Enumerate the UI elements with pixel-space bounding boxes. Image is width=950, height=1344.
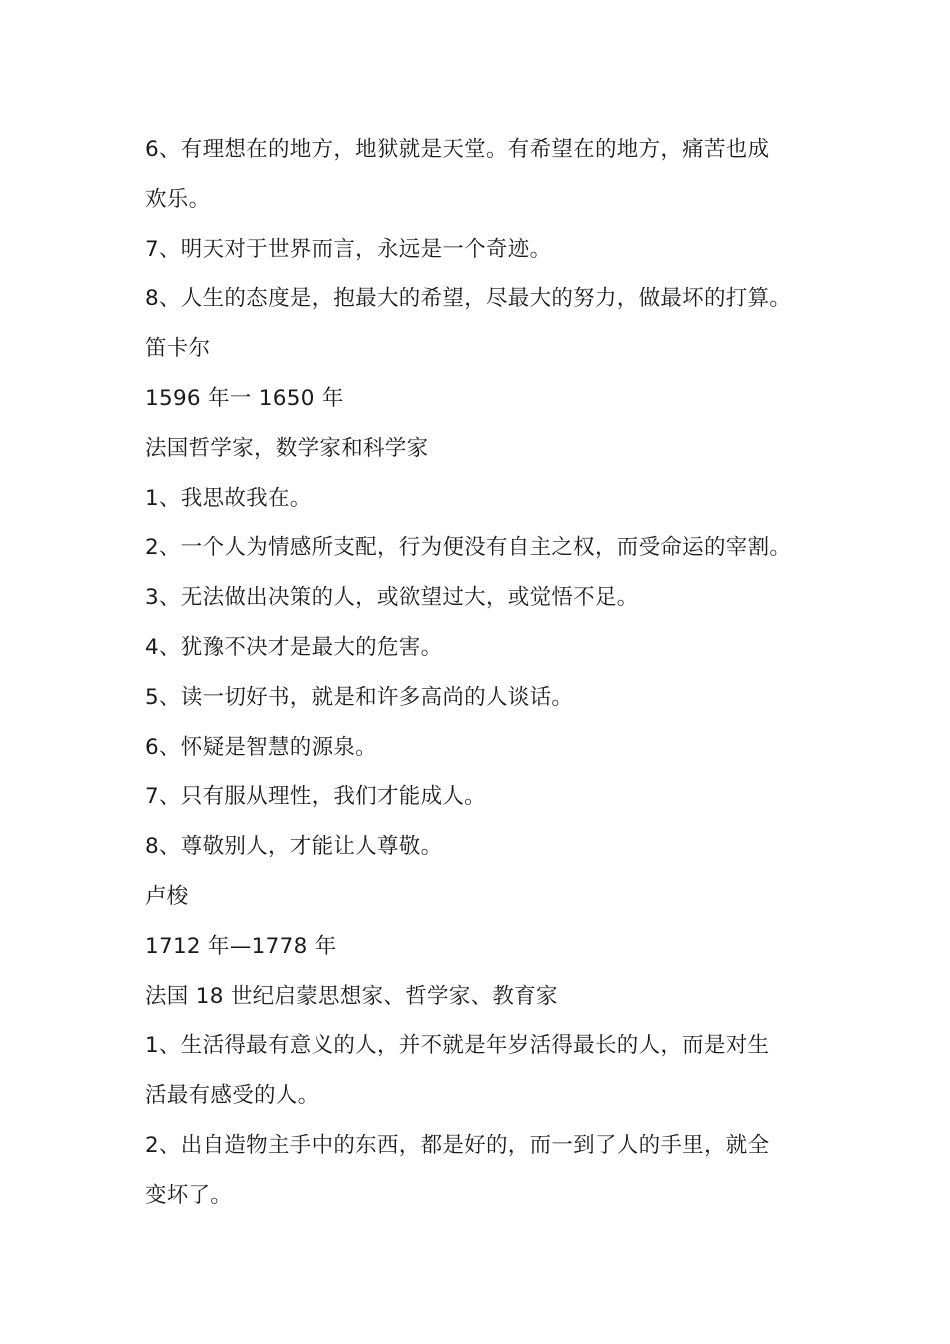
author-description: 法国 18 世纪启蒙思想家、哲学家、教育家 — [145, 983, 558, 1009]
quote-line: 6、有理想在的地方，地狱就是天堂。有希望在的地方，痛苦也成 — [145, 137, 770, 162]
author-name: 卢梭 — [145, 883, 189, 909]
author-years: 1596 年一 1650 年 — [145, 385, 344, 411]
quote-line: 7、明天对于世界而言，永远是一个奇迹。 — [145, 236, 552, 262]
quote-line: 8、尊敬别人，才能让人尊敬。 — [145, 834, 443, 860]
quote-line: 1、生活得最有意义的人，并不就是年岁活得最长的人，而是对生 — [145, 1033, 770, 1059]
document-body — [145, 125, 825, 1221]
quote-line: 2、一个人为情感所支配，行为便没有自主之权，而受命运的宰割。 — [145, 535, 792, 561]
quote-line-continued: 欢乐。 — [145, 186, 211, 212]
quote-line: 3、无法做出决策的人，或欲望过大，或觉悟不足。 — [145, 585, 639, 611]
author-years: 1712 年—1778 年 — [145, 933, 337, 959]
quote-line: 4、犹豫不决才是最大的危害。 — [145, 634, 443, 660]
quote-line-continued: 活最有感受的人。 — [145, 1083, 320, 1109]
quote-line: 5、读一切好书，就是和许多高尚的人谈话。 — [145, 684, 574, 710]
quote-line: 8、人生的态度是，抱最大的希望，尽最大的努力，做最坏的打算。 — [145, 286, 792, 312]
quote-line: 2、出自造物主手中的东西，都是好的，而一到了人的手里，就全 — [145, 1132, 770, 1158]
quote-line: 7、只有服从理性，我们才能成人。 — [145, 784, 486, 810]
author-description: 法国哲学家，数学家和科学家 — [145, 435, 429, 461]
quote-line: 1、我思故我在。 — [145, 485, 312, 511]
quote-line-continued: 变坏了。 — [145, 1182, 233, 1208]
author-name: 笛卡尔 — [145, 336, 211, 362]
quote-line: 6、怀疑是智慧的源泉。 — [145, 734, 377, 760]
